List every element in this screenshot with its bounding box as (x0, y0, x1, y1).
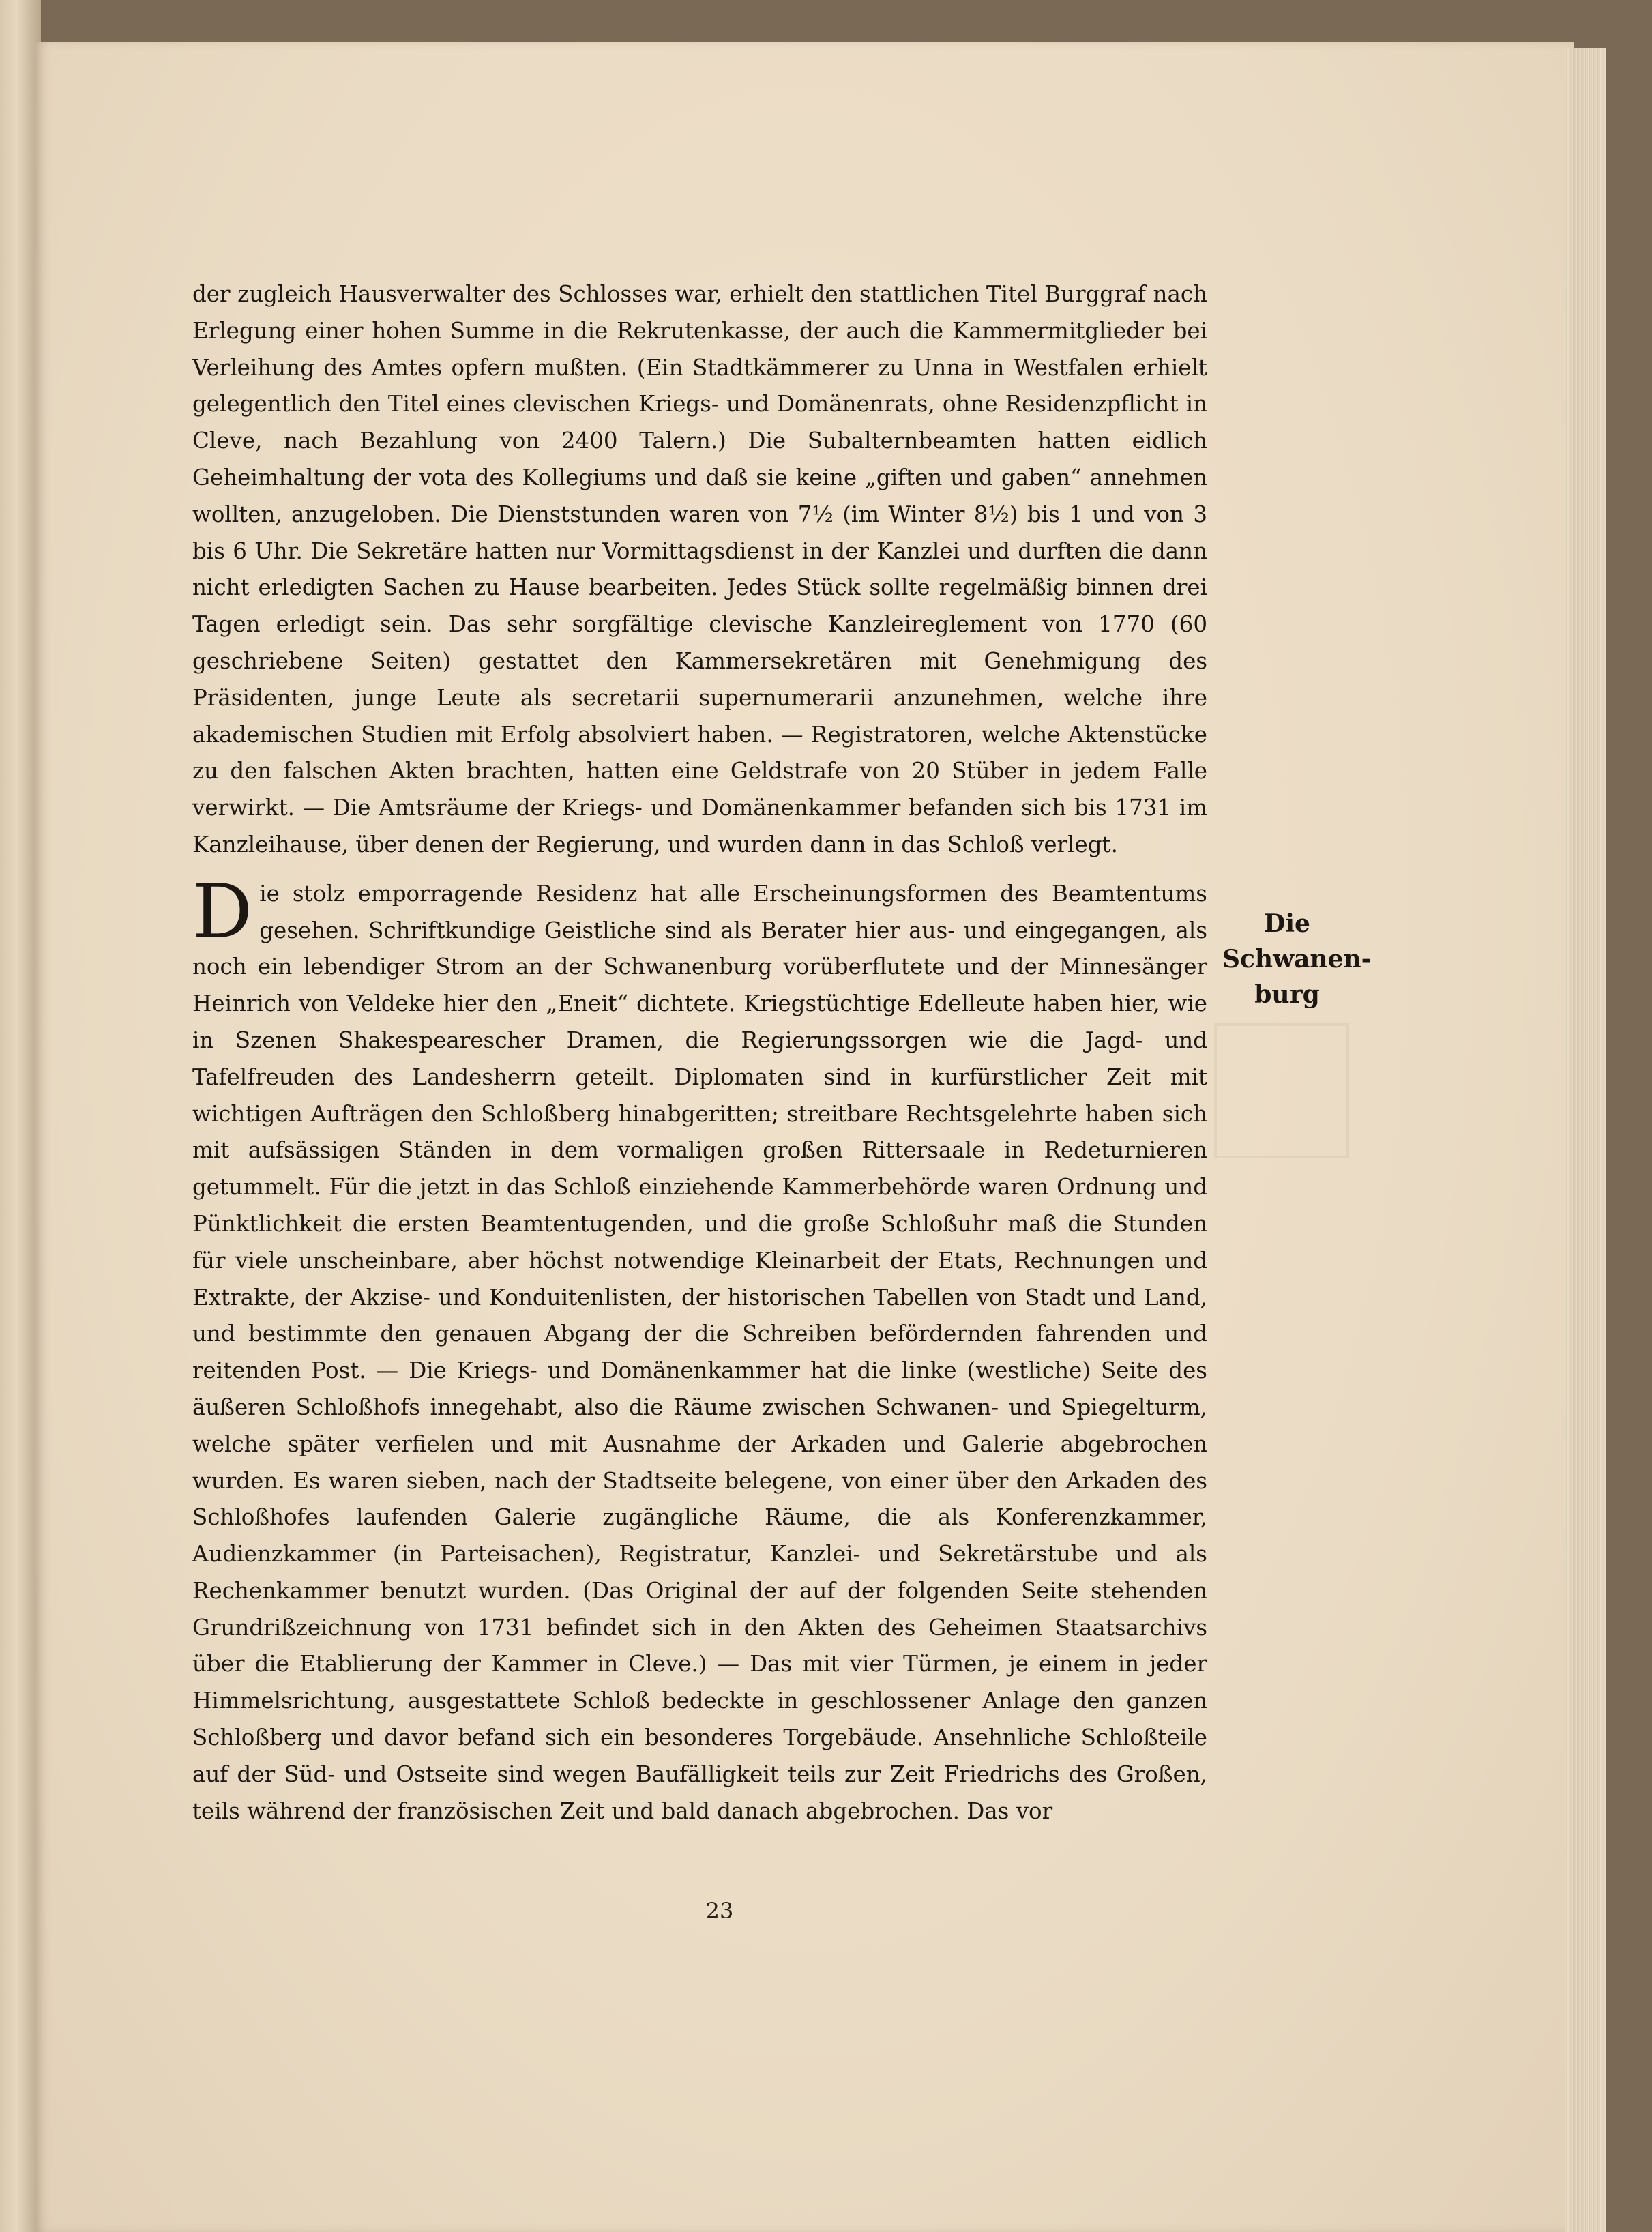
paragraph-2-text: ie stolz emporragende Residenz hat alle Erscheinungsformen des Beamtentums gesehen. Schriftkundige Geistliche sind als Berater hier aus- und eingegangen, als noch ein lebendiger Strom an der Schwanenburg vorüberflutete und der Minnesänger Heinrich von Veldeke hier den „Eneit“ dichtete. Kriegstüchtige Edelleute haben hier, wie in Szenen Shakespearescher Dramen, die Regierungssorgen wie die Jagd- und Tafelfreuden des Landesherrn geteilt. Diplomaten sind in kurfürstlicher Zeit mit wichtigen Aufträgen den Schloßberg hinabgeritten; streitbare Rechtsgelehrte haben sich mit aufsässigen Ständen in dem vormaligen großen Rittersaale in Redeturnieren getummelt. Für die jetzt in das Schloß einziehende Kammerbehörde waren Ordnung und Pünktlichkeit die ersten Beamtentugenden, und die große Schloßuhr maß die Stunden für viele unscheinbare, aber höchst notwendige Kleinarbeit der Etats, Rechnungen und Extrakte, der Akzise- und Konduitenlisten, der historischen Tabellen von Stadt und Land, und bestimmte den genauen Abgang der die Schreiben befördernden fahrenden und reitenden Post. — Die Kriegs- und Domänenkammer hat die linke (westliche) Seite des äußeren Schloßhofs innegehabt, also die Räume zwischen Schwanen- und Spiegelturm, welche später verfielen und mit Ausnahme der Arkaden und Galerie abgebrochen wurden. Es waren sieben, nach der Stadtseite belegene, von einer über den Arkaden des Schloßhofes laufenden Galerie zugängliche Räume, die als Konferenzkammer, Audienzkammer (in Parteisachen), Registratur, Kanzlei- und Sekretärstube und als Rechenkammer benutzt wurden. (Das Original der auf der folgenden Seite stehenden Grundrißzeichnung von 1731 befindet sich in den Akten des Geheimen Staatsarchivs über die Etablierung der Kammer in Cleve.) — Das mit vier Türmen, je einem in jeder Himmelsrichtung, ausgestattete Schloß bedeckte in geschlossener Anlage den ganzen Schloßberg und davor befand sich ein besonderes Torgebäude. Ansehnliche Schloßteile auf der Süd- und Ostseite sind wegen Baufälligkeit teils zur Zeit Friedrichs des Großen, teils während der französischen Zeit und bald danach abgebrochen. Das vor (192, 880, 1207, 1824)
marginal-note-line-2: Schwanen- (1222, 945, 1372, 973)
drop-cap-initial: D (192, 867, 253, 955)
marginal-note (1222, 906, 1372, 1012)
marginal-note-line-3: burg (1254, 980, 1320, 1009)
paragraph-1: der zugleich Hausverwalter des Schlosses war, erhielt den stattlichen Titel Burggraf nach Erlegung einer hohen Summe in die Rekrutenkasse, der auch die Kammermitglieder bei Verleihung des Amtes opfern mußten. (Ein Stadtkämmerer zu Unna in Westfalen erhielt gelegentlich den Titel eines clevischen Kriegs- und Domänenrats, ohne Residenzpflicht in Cleve, nach Bezahlung von 2400 Talern.) Die Subalternbeamten hatten eidlich Geheimhaltung der vota des Kollegiums und daß sie keine „giften und gaben“ annehmen wollten, anzugeloben. Die Dienststunden waren von 7½ (im Winter 8½) bis 1 und von 3 bis 6 Uhr. Die Sekretäre hatten nur Vormittagsdienst in der Kanzlei und durften die dann nicht erledigten Sachen zu Hause bearbeiten. Jedes Stück sollte regelmäßig binnen drei Tagen erledigt sein. Das sehr sorgfältige clevische Kanzleireglement von 1770 (60 geschriebene Seiten) gestattet den Kammersekretären mit Genehmigung des Präsidenten, junge Leute als secretarii supernumerarii anzunehmen, welche ihre akademischen Studien mit Erfolg absolviert haben. — Registratoren, welche Aktenstücke zu den falschen Akten brachten, hatten eine Geldstrafe von 20 Stüber in jedem Falle verwirkt. — Die Amtsräume der Kriegs- und Domänenkammer befanden sich bis 1731 im Kanzleihause, über denen der Regierung, und wurden dann in das Schloß verlegt. (192, 281, 1207, 857)
show-through-mark (1214, 1023, 1349, 1158)
left-page-edge (0, 0, 41, 2232)
marginal-note-line-1: Die (1264, 909, 1310, 938)
page-edges (1565, 48, 1606, 2232)
paragraph-2 (192, 867, 1207, 1830)
main-text (192, 276, 1207, 1830)
page-number: 23 (705, 1898, 734, 1924)
